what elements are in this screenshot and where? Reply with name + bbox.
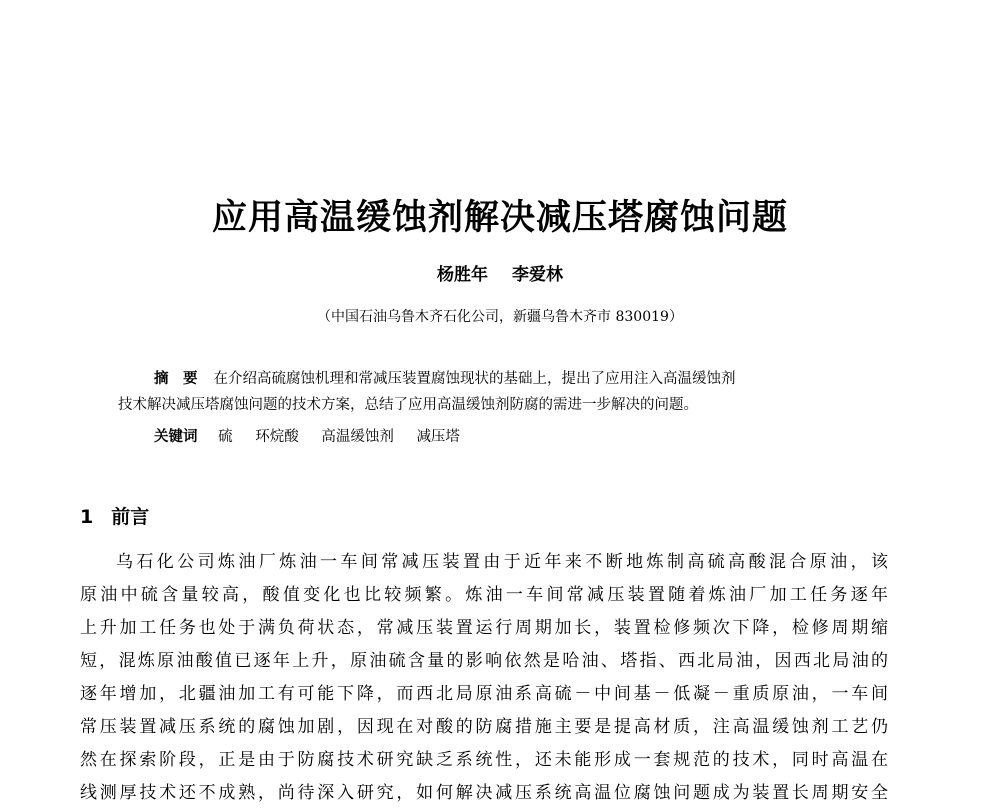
abstract-label: 摘 要 xyxy=(154,371,198,387)
author-name: 杨胜年 xyxy=(437,265,489,285)
abstract xyxy=(118,366,898,418)
body-line: 上升加工任务也处于满负荷状态，常减压装置运行周期加长，装置检修频次下降，检修周期缩 xyxy=(80,618,888,638)
section-heading xyxy=(80,502,149,529)
keyword: 硫 xyxy=(218,429,233,445)
author-list xyxy=(0,260,1000,285)
body-line: 乌石化公司炼油厂炼油一车间常减压装置由于近年来不断地炼制高硫高酸混合原油，该 xyxy=(116,552,888,572)
abstract-line: 技术解决减压塔腐蚀问题的技术方案，总结了应用高温缓蚀剂防腐的需进一步解决的问题。 xyxy=(118,397,698,413)
body-line: 线测厚技术还不成熟，尚待深入研究，如何解决减压系统高温位腐蚀问题成为装置长周期安全 xyxy=(80,783,888,803)
paper-title: 应用高温缓蚀剂解决减压塔腐蚀问题 xyxy=(211,198,788,238)
keyword: 环烷酸 xyxy=(255,429,299,445)
section-number: 1 xyxy=(80,506,94,528)
body-line: 逐年增加，北疆油加工有可能下降，而西北局原油系高硫－中间基－低凝－重质原油，一车间 xyxy=(80,684,888,704)
keywords xyxy=(154,425,478,446)
keyword: 高温缓蚀剂 xyxy=(321,429,394,445)
author-name: 李爱林 xyxy=(511,265,563,285)
abstract-line xyxy=(118,366,898,392)
affiliation: （中国石油乌鲁木齐石化公司，新疆乌鲁木齐市 830019） xyxy=(317,309,683,325)
keyword: 减压塔 xyxy=(416,429,460,445)
keywords-label: 关键词 xyxy=(154,429,198,445)
body-paragraph xyxy=(80,546,888,810)
body-line: 原油中硫含量较高，酸值变化也比较频繁。炼油一车间常减压装置随着炼油厂加工任务逐年 xyxy=(80,585,888,605)
body-line: 短，混炼原油酸值已逐年上升，原油硫含量的影响依然是哈油、塔指、西北局油，因西北局油的 xyxy=(80,651,888,671)
body-line: 然在探索阶段，正是由于防腐技术研究缺乏系统性，还未能形成一套规范的技术，同时高温在 xyxy=(80,750,888,770)
abstract-text: 在介绍高硫腐蚀机理和常减压装置腐蚀现状的基础上，提出了应用注入高温缓蚀剂 xyxy=(213,371,736,387)
section-title: 前言 xyxy=(111,506,150,528)
body-line: 常压装置减压系统的腐蚀加剧，因现在对酸的防腐措施主要是提高材质，注高温缓蚀剂工艺仍 xyxy=(80,717,888,737)
